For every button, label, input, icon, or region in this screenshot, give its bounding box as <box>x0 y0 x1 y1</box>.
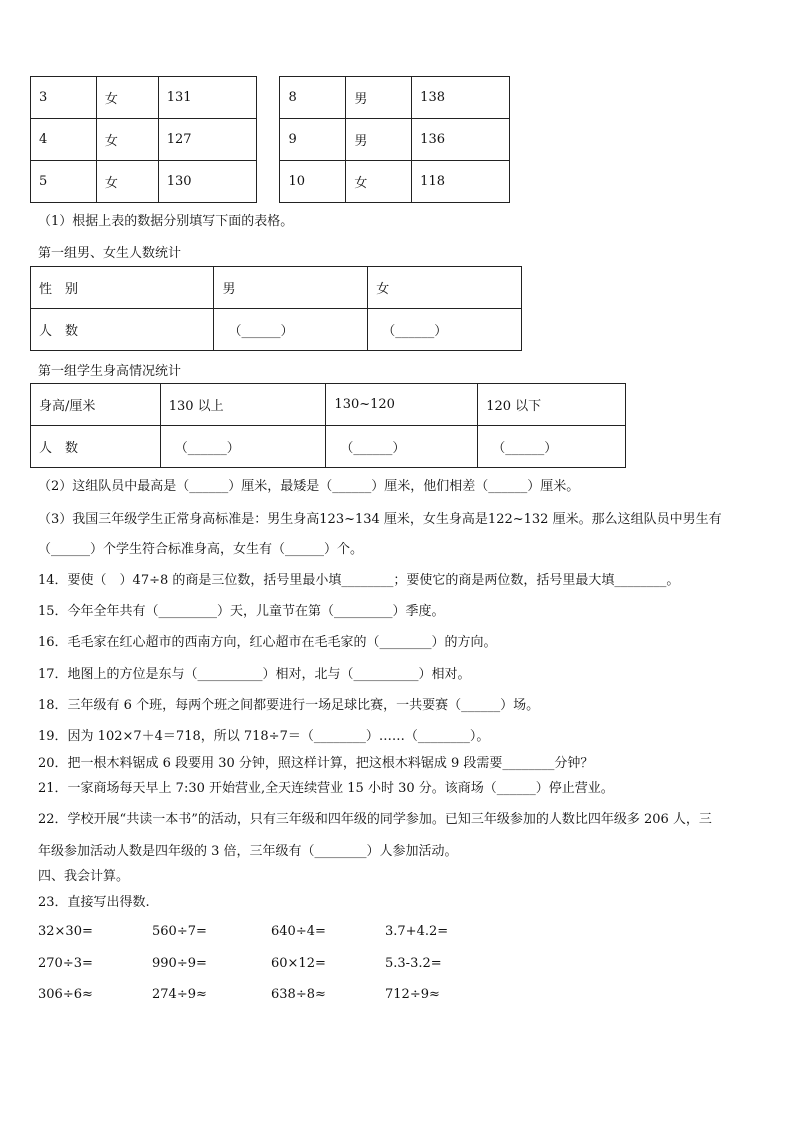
table-row <box>31 77 510 119</box>
table-row <box>31 426 626 468</box>
question-13-part-3-line-2: （______）个学生符合标准身高，女生有（______）个。 <box>38 542 364 557</box>
question-13-part-2: （2）这组队员中最高是（______）厘米，最矮是（______）厘米，他们相差（______）厘米。 <box>38 479 580 494</box>
table-row <box>31 267 522 309</box>
table-row <box>31 384 626 426</box>
answer-blank-130-120[interactable]: （______） <box>326 426 478 468</box>
table-gap <box>256 77 280 119</box>
cell-number: 5 <box>31 161 97 203</box>
header-female: 女 <box>368 267 522 309</box>
row-label-count: 人 数 <box>31 426 161 468</box>
table-gap <box>256 119 280 161</box>
question-17: 17．地图上的方位是东与（__________）相对，北与（__________）相对。 <box>38 667 471 682</box>
question-23: 23．直接写出得数. <box>38 895 150 910</box>
header-below-120: 120 以下 <box>478 384 626 426</box>
section-heading: 四、我会计算。 <box>38 869 130 884</box>
question-15: 15．今年全年共有（_________）天，儿童节在第（_________）季度。 <box>38 604 445 619</box>
calc-item: 990÷9= <box>152 956 207 971</box>
cell-gender: 女 <box>96 161 158 203</box>
table-row <box>31 309 522 351</box>
height-distribution-table <box>30 383 626 468</box>
table-row <box>31 119 510 161</box>
question-19: 19．因为 102×7＋4＝718，所以 718÷7＝（________）……（________）。 <box>38 729 490 744</box>
header-height: 身高/厘米 <box>31 384 161 426</box>
question-13-part-3-line-1: （3）我国三年级学生正常身高标准是：男生身高123~134 厘米，女生身高是122~132 厘米。那么这组队员中男生有 <box>38 512 722 527</box>
cell-number: 10 <box>280 161 346 203</box>
cell-height: 130 <box>158 161 256 203</box>
answer-blank-below-120[interactable]: （______） <box>478 426 626 468</box>
gender-table-caption: 第一组男、女生人数统计 <box>38 246 182 261</box>
cell-height: 138 <box>412 77 510 119</box>
question-20: 20．把一根木料锯成 6 段要用 30 分钟，照这样计算，把这根木料锯成 9 段需要________分钟？ <box>38 756 594 771</box>
calc-item: 32×30= <box>38 924 93 939</box>
question-13-part-1: （1）根据上表的数据分别填写下面的表格。 <box>38 214 294 229</box>
cell-height: 118 <box>412 161 510 203</box>
calc-item: 270÷3= <box>38 956 93 971</box>
header-130-120: 130~120 <box>326 384 478 426</box>
header-gender: 性 别 <box>31 267 214 309</box>
answer-blank-female[interactable]: （______） <box>368 309 522 351</box>
table-gap <box>256 161 280 203</box>
cell-number: 9 <box>280 119 346 161</box>
calc-item: 5.3-3.2= <box>385 956 442 971</box>
gender-count-table <box>30 266 522 351</box>
calc-item: 3.7+4.2= <box>385 924 449 939</box>
cell-gender: 男 <box>346 77 412 119</box>
calc-item: 712÷9≈ <box>385 987 440 1002</box>
question-21: 21．一家商场每天早上 7:30 开始营业,全天连续营业 15 小时 30 分。该商场（______）停止营业。 <box>38 781 614 796</box>
student-height-table <box>30 76 510 203</box>
cell-number: 8 <box>280 77 346 119</box>
cell-gender: 女 <box>96 77 158 119</box>
calc-item: 638÷8≈ <box>271 987 326 1002</box>
answer-blank-male[interactable]: （______） <box>214 309 368 351</box>
question-22-line-1: 22．学校开展“共读一本书”的活动，只有三年级和四年级的同学参加。已知三年级参加的人数比四年级多 206 人，三 <box>38 812 712 827</box>
question-18: 18．三年级有 6 个班，每两个班之间都要进行一场足球比赛，一共要赛（______）场。 <box>38 698 540 713</box>
calc-item: 560÷7= <box>152 924 207 939</box>
cell-height: 131 <box>158 77 256 119</box>
cell-number: 3 <box>31 77 97 119</box>
table-row <box>31 161 510 203</box>
cell-height: 136 <box>412 119 510 161</box>
cell-gender: 男 <box>346 119 412 161</box>
calc-item: 640÷4= <box>271 924 326 939</box>
calc-item: 306÷6≈ <box>38 987 93 1002</box>
cell-height: 127 <box>158 119 256 161</box>
question-16: 16．毛毛家在红心超市的西南方向，红心超市在毛毛家的（________）的方向。 <box>38 635 497 650</box>
cell-gender: 女 <box>96 119 158 161</box>
header-male: 男 <box>214 267 368 309</box>
calc-item: 274÷9≈ <box>152 987 207 1002</box>
calc-item: 60×12= <box>271 956 326 971</box>
header-above-130: 130 以上 <box>160 384 326 426</box>
question-22-line-2: 年级参加活动人数是四年级的 3 倍，三年级有（________）人参加活动。 <box>38 844 458 859</box>
cell-number: 4 <box>31 119 97 161</box>
question-14: 14．要使（ ）47÷8 的商是三位数，括号里最小填________；要使它的商是两位数，括号里最大填________。 <box>38 573 680 588</box>
cell-gender: 女 <box>346 161 412 203</box>
row-label-count: 人 数 <box>31 309 214 351</box>
height-table-caption: 第一组学生身高情况统计 <box>38 364 182 379</box>
answer-blank-above-130[interactable]: （______） <box>160 426 326 468</box>
